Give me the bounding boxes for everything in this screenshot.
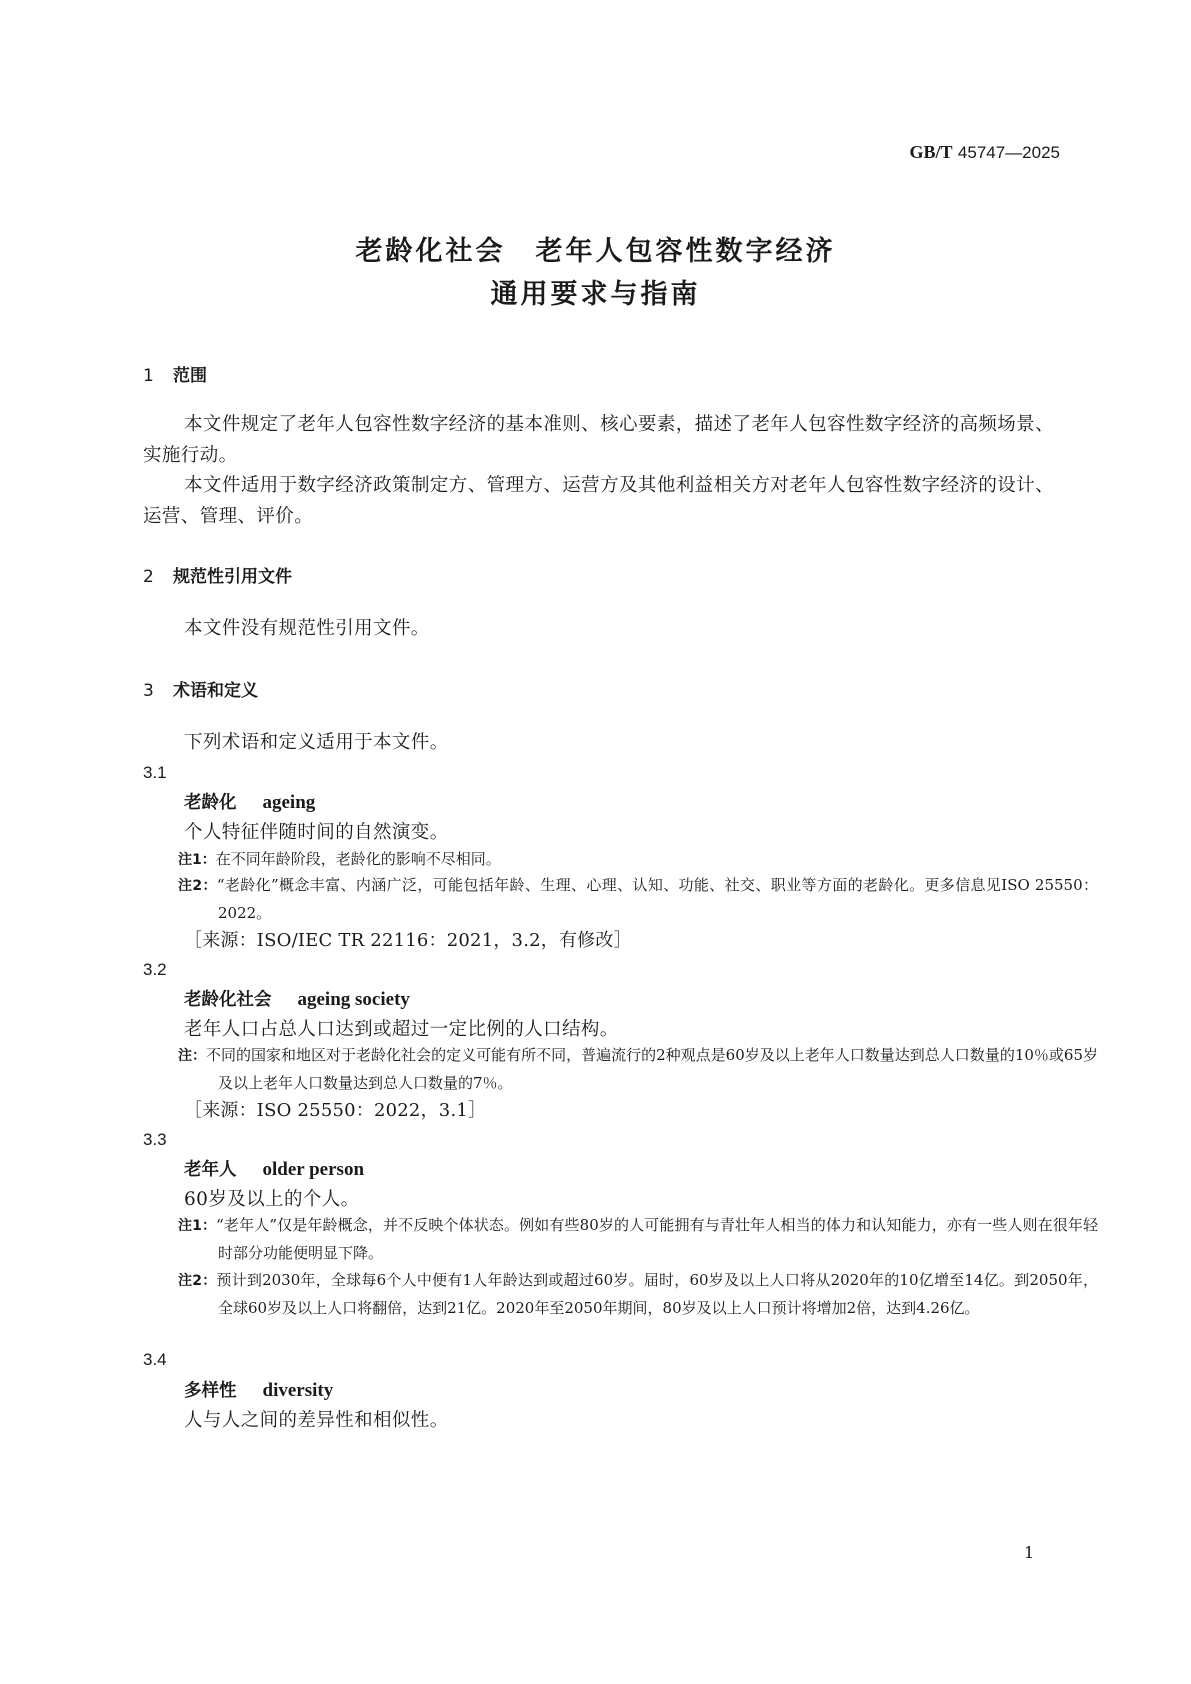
note-label: 注1： [178,852,216,868]
clause-number: 3.3 [143,1130,167,1149]
term-entry-ageing [184,789,315,814]
doc-code-number: 45747—2025 [957,143,1060,162]
term-definition: 人与人之间的差异性和相似性。 [184,1410,449,1431]
section-title: 规范性引用文件 [173,567,292,587]
page-number: 1 [1024,1543,1035,1562]
note-label: 注2： [178,878,217,894]
note-text: “老龄化”概念丰富、内涵广泛，可能包括年龄、生理、心理、认知、功能、社交、职业等方面的老龄化。更多信息见ISO 25550：2022。 [216,876,1098,922]
term-note [178,1267,1098,1322]
section-title: 术语和定义 [173,681,258,701]
term-note [178,1212,1098,1267]
term-note [178,846,1098,874]
section-heading-terms-definitions [143,676,258,701]
term-en: older person [262,1159,365,1180]
section-number: 3 [143,681,154,701]
term-zh: 老龄化社会 [184,990,272,1010]
section-number: 2 [143,567,154,587]
term-note [178,1042,1098,1097]
term-note [178,872,1098,927]
term-en: diversity [262,1380,334,1401]
scope-paragraph-2: 本文件适用于数字经济政策制定方、管理方、运营方及其他利益相关方对老年人包容性数字经济的设计、运营、管理、评价。 [143,475,1054,527]
term-en: ageing society [297,989,410,1010]
section-heading-normative-references [143,562,292,587]
term-zh: 老年人 [184,1160,237,1180]
term-source: ［来源：ISO/IEC TR 22116：2021，3.2，有修改］ [184,930,632,951]
note-text: 不同的国家和地区对于老龄化社会的定义可能有所不同，普遍流行的2种观点是60岁及以上老年人口数量达到总人口数量的10％或65岁及以上老年人口数量达到总人口数量的7％。 [206,1046,1099,1092]
term-definition: 个人特征伴随时间的自然演变。 [184,822,449,843]
terms-intro-paragraph: 下列术语和定义适用于本文件。 [184,732,449,753]
note-text: 预计到2030年，全球每6个人中便有1人年龄达到或超过60岁。届时，60岁及以上人口将从2020年的10亿增至14亿。到2050年，全球60岁及以上人口将翻倍，达到21亿。2020年至2050年期间，80岁及以上人口预计将增加2倍，达到4.26亿。 [216,1271,1098,1317]
section-number: 1 [143,366,154,386]
doc-code-prefix: GB/T [909,142,953,162]
note-label: 注： [178,1048,207,1064]
note-text: 在不同年龄阶段，老龄化的影响不尽相同。 [215,850,501,868]
term-en: ageing [262,792,316,813]
term-definition: 老年人口占总人口达到或超过一定比例的人口结构。 [184,1019,619,1040]
term-definition: 60岁及以上的个人。 [184,1189,360,1210]
term-entry-ageing-society [184,986,410,1011]
document-code [909,142,1060,163]
section-heading-scope [143,361,207,386]
note-label: 注2： [178,1273,217,1289]
term-zh: 多样性 [184,1381,237,1401]
term-zh: 老龄化 [184,793,237,813]
section-title: 范围 [173,366,207,386]
clause-number: 3.2 [143,960,167,979]
term-source: ［来源：ISO 25550：2022，3.1］ [184,1100,487,1121]
document-title-line2: 通用要求与指南 [490,279,701,310]
document-title-line1: 老龄化社会 老年人包容性数字经济 [355,236,836,267]
scope-paragraph-1: 本文件规定了老年人包容性数字经济的基本准则、核心要素，描述了老年人包容性数字经济的高频场景、实施行动。 [143,414,1054,466]
note-label: 注1： [178,1218,217,1234]
note-text: “老年人”仅是年龄概念，并不反映个体状态。例如有些80岁的人可能拥有与青壮年人相当的体力和认知能力，亦有一些人则在很年轻时部分功能便明显下降。 [216,1216,1098,1262]
clause-number: 3.4 [143,1350,167,1369]
term-entry-older-person [184,1156,364,1181]
normative-references-paragraph: 本文件没有规范性引用文件。 [184,618,430,639]
clause-number: 3.1 [143,763,167,782]
term-entry-diversity [184,1377,333,1402]
